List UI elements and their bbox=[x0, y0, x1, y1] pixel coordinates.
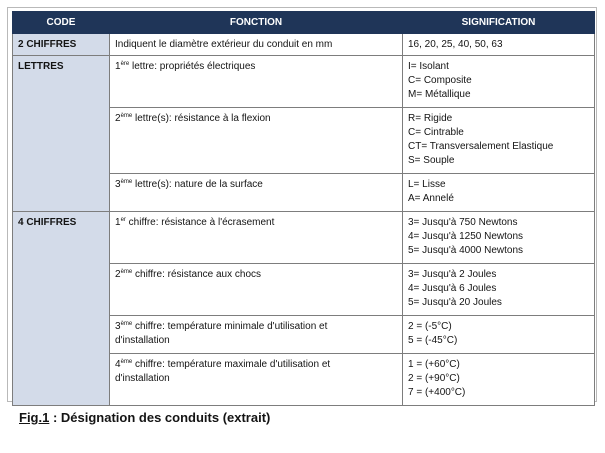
code-cell: LETTRES bbox=[13, 56, 110, 212]
signification-line: 7 = (+400°C) bbox=[408, 387, 466, 398]
header-row bbox=[13, 12, 595, 34]
header-fonction: FONCTION bbox=[110, 12, 403, 34]
signification-line: M= Métallique bbox=[408, 89, 471, 100]
signification-line: C= Composite bbox=[408, 75, 472, 86]
ordinal-suffix: ème bbox=[120, 269, 133, 275]
function-cell bbox=[110, 108, 403, 174]
signification-cell bbox=[403, 316, 595, 354]
signification-line: S= Souple bbox=[408, 155, 455, 166]
signification-line: R= Rigide bbox=[408, 113, 453, 124]
function-cell bbox=[110, 34, 403, 56]
table-row bbox=[13, 212, 595, 264]
function-text: chiffre: résistance à l'écrasement bbox=[125, 217, 275, 228]
signification-line: 5= Jusqu'à 20 Joules bbox=[408, 297, 502, 308]
function-cell bbox=[110, 174, 403, 212]
function-text: chiffre: résistance aux chocs bbox=[132, 269, 261, 280]
signification-cell bbox=[403, 264, 595, 316]
signification-line: 3= Jusqu'à 750 Newtons bbox=[408, 217, 518, 228]
signification-cell bbox=[403, 212, 595, 264]
function-text: chiffre: température maximale d'utilisation et bbox=[132, 359, 331, 370]
signification-line: 4= Jusqu'à 1250 Newtons bbox=[408, 231, 524, 242]
figure-title: : Désignation des conduits (extrait) bbox=[49, 410, 271, 425]
signification-cell bbox=[403, 354, 595, 406]
function-cell bbox=[110, 354, 403, 406]
ordinal-number: 2 bbox=[115, 269, 121, 280]
designation-table bbox=[12, 11, 595, 406]
function-text: chiffre: température minimale d'utilisation et bbox=[132, 321, 328, 332]
signification-cell bbox=[403, 56, 595, 108]
ordinal-suffix: ère bbox=[120, 61, 130, 67]
signification-cell bbox=[403, 174, 595, 212]
ordinal-suffix: ème bbox=[120, 179, 133, 185]
signification-line: A= Annelé bbox=[408, 193, 454, 204]
ordinal-number: 3 bbox=[115, 321, 121, 332]
signification-line: 3= Jusqu'à 2 Joules bbox=[408, 269, 497, 280]
function-cell bbox=[110, 264, 403, 316]
function-cell bbox=[110, 316, 403, 354]
ordinal-number: 1 bbox=[115, 61, 121, 72]
ordinal-suffix: ème bbox=[120, 321, 133, 327]
signification-line: C= Cintrable bbox=[408, 127, 464, 138]
signification-line: 5= Jusqu'à 4000 Newtons bbox=[408, 245, 524, 256]
function-text: lettre: propriétés électriques bbox=[129, 61, 256, 72]
signification-line: I= Isolant bbox=[408, 61, 449, 72]
code-cell: 4 CHIFFRES bbox=[13, 212, 110, 406]
function-text: lettre(s): résistance à la flexion bbox=[132, 113, 271, 124]
signification-line: L= Lisse bbox=[408, 179, 446, 190]
function-text: lettre(s): nature de la surface bbox=[132, 179, 263, 190]
signification-cell bbox=[403, 108, 595, 174]
ordinal-number: 3 bbox=[115, 179, 121, 190]
ordinal-number: 1 bbox=[115, 217, 121, 228]
signification-line: CT= Transversalement Elastique bbox=[408, 141, 554, 152]
signification-line: 2 = (-5°C) bbox=[408, 321, 452, 332]
function-text-continued: d'installation bbox=[115, 373, 170, 384]
function-text-continued: d'installation bbox=[115, 335, 170, 346]
table-row bbox=[13, 34, 595, 56]
ordinal-suffix: ème bbox=[120, 359, 133, 365]
header-code: CODE bbox=[13, 12, 110, 34]
ordinal-number: 2 bbox=[115, 113, 121, 124]
figure-caption bbox=[19, 410, 270, 425]
table-row bbox=[13, 56, 595, 108]
function-text: Indiquent le diamètre extérieur du conduit en mm bbox=[115, 39, 333, 50]
signification-line: 2 = (+90°C) bbox=[408, 373, 460, 384]
figure-label: Fig.1 bbox=[19, 410, 50, 425]
signification-line: 5 = (-45°C) bbox=[408, 335, 458, 346]
signification-line: 1 = (+60°C) bbox=[408, 359, 460, 370]
function-cell bbox=[110, 212, 403, 264]
ordinal-number: 4 bbox=[115, 359, 121, 370]
signification-line: 16, 20, 25, 40, 50, 63 bbox=[408, 39, 503, 50]
ordinal-suffix: ème bbox=[120, 113, 133, 119]
signification-line: 4= Jusqu'à 6 Joules bbox=[408, 283, 497, 294]
ordinal-suffix: er bbox=[120, 217, 126, 223]
signification-cell bbox=[403, 34, 595, 56]
header-signification: SIGNIFICATION bbox=[403, 12, 595, 34]
function-cell bbox=[110, 56, 403, 108]
code-cell: 2 CHIFFRES bbox=[13, 34, 110, 56]
